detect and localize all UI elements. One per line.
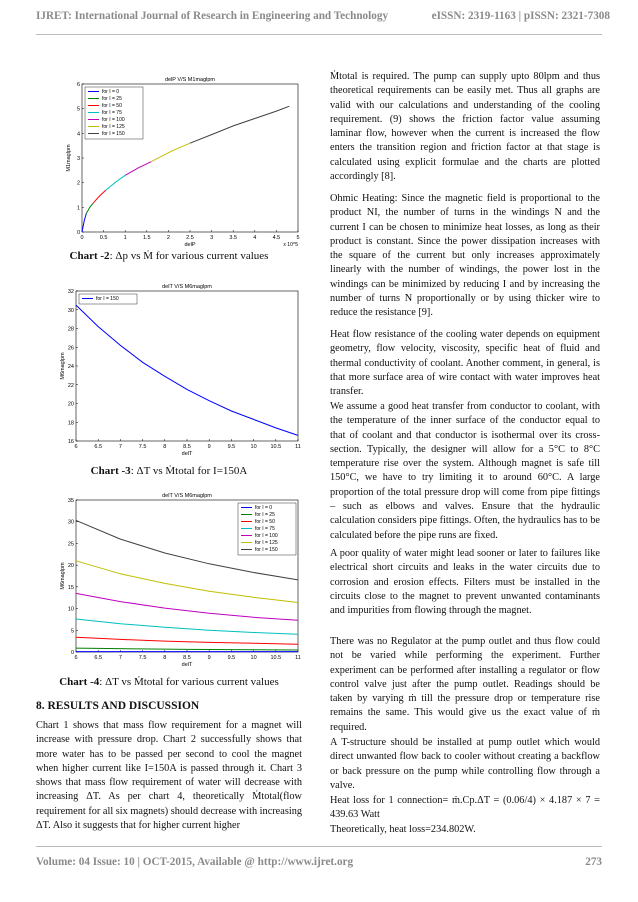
x-tick-label: 3.5: [229, 235, 238, 241]
chart-2-caption-label: Chart -2: [69, 250, 110, 262]
y-tick-label: 2: [76, 180, 80, 187]
legend-label: for I = 125: [255, 540, 278, 546]
x-tick-label: 4: [253, 235, 257, 241]
x-tick-label: 6.5: [94, 444, 103, 450]
x-scale-note: x 10^5: [283, 242, 298, 248]
x-tick-label: 1.5: [142, 235, 151, 241]
y-tick-label: 6: [76, 82, 80, 88]
legend-label: for I = 50: [102, 103, 122, 109]
legend-label: for I = 150: [102, 131, 125, 137]
x-tick-label: 7: [118, 444, 122, 450]
x-tick-label: 3: [210, 235, 214, 241]
x-tick-label: 8: [163, 655, 167, 661]
x-tick-label: 9.5: [227, 444, 236, 450]
chart-2: [64, 74, 304, 254]
legend-label: for I = 100: [255, 533, 278, 539]
y-tick-label: 3: [76, 156, 80, 162]
right-paragraph-5: A poor quality of water might lead sooner or later to failures like electrical short circuits and leaks in the water circuits due to corrosion and erosion effects. Filters must be installed in the circuits close to the magnet to prevent unwanted contaminants and impurities from flowing through the magnet.: [330, 548, 600, 617]
right-paragraph-8: Heat loss for 1 connection= ṁ.Cp.ΔT = (0.06/4) × 4.187 × 7 = 439.63 Watt: [330, 795, 600, 821]
y-tick-label: 30: [67, 519, 74, 526]
right-paragraph-7: A T-structure should be installed at pump outlet which would direct unwanted flow back to cooler without creating a backflow or back pressure on the pump while controlling flow through a valve.: [330, 737, 600, 791]
x-tick-label: 10.5: [270, 444, 282, 450]
y-tick-label: 10: [67, 606, 74, 613]
chart-2-plot: [64, 74, 304, 254]
x-tick-label: 8.5: [183, 655, 191, 661]
legend-label: for I = 100: [102, 117, 125, 123]
x-tick-label: 6.5: [94, 655, 103, 661]
chart-3: [58, 281, 304, 463]
legend-label: for I = 0: [102, 89, 120, 95]
y-tick-label: 20: [67, 563, 74, 570]
chart-2-caption-text: Δp vs Ṁ for various current values: [115, 250, 269, 262]
legend-label: for I = 150: [96, 296, 119, 302]
section-title: 8. RESULTS AND DISCUSSION: [36, 700, 200, 712]
x-tick-label: 1: [123, 235, 127, 241]
legend-label: for I = 125: [102, 124, 125, 130]
chart-2-caption: Chart -2: Δp vs Ṁ for various current values: [69, 250, 269, 262]
right-paragraph-3: Heat flow resistance of the cooling water depends on equipment geometry, flow velocity, viscosity, specific heat of fluid and thermal conductivity of coolant. Another comment, in general, is that more surface area of wire contact with water improves heat transfer.: [330, 329, 600, 398]
right-paragraph-9: Theoretically, heat loss=234.802W.: [330, 824, 476, 835]
x-tick-label: 6: [74, 655, 78, 661]
issn: eISSN: 2319-1163 | pISSN: 2321-7308: [431, 10, 610, 22]
legend-label: for I = 25: [255, 512, 275, 518]
legend-label: for I = 75: [255, 526, 275, 532]
x-tick-label: 4.5: [272, 235, 281, 241]
footer-volume: Volume: 04 Issue: 10 | OCT-2015, Available @ http://www.ijret.org: [36, 856, 354, 868]
x-tick-label: 8.5: [183, 444, 191, 450]
y-tick-label: 1: [76, 205, 80, 212]
right-paragraph-4: We assume a good heat transfer from conductor to coolant, with the temperature of the inner surface of the conductor equal to that of coolant and that conductor is isothermal over its cross-section. Typically, the designer will allow for a 5°C to 8°C temperature rise over the system. Although magnet is safe till 150°C, we have to try limiting it to around 60°C. A large proportion of the total pressure drop will come from pipe fittings – such as elbows and valves. Ensure that the hydraulic calculation considers pipe fittings. Often, the hydraulics has to be calculated before the pipe runs are fixed.: [330, 401, 600, 541]
y-tick-label: 18: [67, 420, 74, 427]
y-axis-label: M1maglpm: [66, 144, 72, 172]
legend-label: for I = 75: [102, 110, 122, 116]
y-axis-label: M6maglpm: [60, 352, 66, 380]
y-tick-label: 20: [67, 401, 74, 408]
x-tick-label: 9.5: [227, 655, 236, 661]
x-tick-label: 2.5: [186, 235, 194, 241]
journal-name: IJRET: International Journal of Research in Engineering and Technology: [36, 10, 389, 22]
x-tick-label: 11: [295, 655, 301, 661]
x-axis-label: delT: [181, 451, 193, 457]
x-tick-label: 6: [74, 444, 78, 450]
y-tick-label: 24: [67, 364, 74, 370]
page-number: 273: [585, 856, 602, 868]
chart-title: delP V/S M1maglpm: [164, 77, 216, 83]
y-tick-label: 5: [70, 628, 74, 635]
chart-3-plot: [58, 281, 304, 463]
x-tick-label: 9: [207, 444, 211, 450]
y-tick-label: 28: [67, 326, 74, 333]
y-tick-label: 26: [67, 345, 74, 352]
x-tick-label: 0: [80, 235, 84, 241]
y-tick-label: 5: [76, 106, 80, 113]
y-tick-label: 4: [76, 131, 80, 138]
x-tick-label: 10: [250, 444, 257, 450]
x-tick-label: 0.5: [99, 235, 108, 241]
chart-4-caption-label: Chart -4: [59, 676, 100, 688]
y-tick-label: 32: [67, 289, 74, 295]
y-tick-label: 15: [67, 584, 74, 591]
chart-title: delT V/S M6maglpm: [162, 284, 212, 290]
x-tick-label: 7.5: [138, 655, 147, 661]
chart-3-caption: Chart -3: ΔT vs Ṁtotal for I=150A: [90, 465, 248, 477]
legend-label: for I = 0: [255, 505, 273, 511]
y-tick-label: 25: [67, 541, 74, 548]
right-paragraph-2: Ohmic Heating: Since the magnetic field is proportional to the product NI, the number of turns in the windings N and the current I can be chosen to minimize heat losses, as long as their product is constant. Since the power dissipation increases with the square of the current but only increases approximately linearly with the number of windings, the power lost in the windings can be minimized by reducing I and by increasing the number of turns N proportionally or by using thicker wire to reduce the resistance [9].: [330, 193, 600, 319]
chart-3-caption-label: Chart -3: [90, 465, 131, 477]
x-tick-label: 10.5: [270, 655, 282, 661]
x-tick-label: 7: [118, 655, 122, 661]
y-tick-label: 30: [67, 307, 74, 314]
legend-label: for I = 150: [255, 547, 278, 553]
x-tick-label: 11: [295, 444, 301, 450]
legend-label: for I = 25: [102, 96, 122, 102]
page-header: [0, 10, 638, 30]
x-tick-label: 10: [250, 655, 257, 661]
y-tick-label: 22: [67, 382, 74, 389]
plot-frame: [76, 291, 298, 441]
chart-4-plot: [58, 490, 304, 674]
x-tick-label: 5: [296, 235, 300, 241]
y-tick-label: 35: [67, 498, 74, 504]
chart-title: delT V/S M6maglpm: [162, 493, 212, 499]
right-paragraph-6: There was no Regulator at the pump outlet and thus flow could not be varied while performing the experiment. Further experiment can be performed after installing a regulator or flow control valve just after the pump outlet. Readings should be taken by varying ṁ till the pressure drop or temperature rise remains the same. This would give us the exact value of ṁ required.: [330, 636, 600, 733]
chart-4-caption: Chart -4: ΔT vs Ṁtotal for various current values: [59, 676, 279, 688]
x-tick-label: 2: [166, 235, 170, 241]
header-rule: [36, 34, 602, 35]
y-tick-label: 16: [67, 439, 74, 445]
chart-4: [58, 490, 304, 674]
chart-4-caption-text: ΔT vs Ṁtotal for various current values: [105, 676, 279, 688]
x-tick-label: 9: [207, 655, 211, 661]
x-tick-label: 7.5: [138, 444, 147, 450]
x-axis-label: delT: [181, 662, 193, 668]
legend-label: for I = 50: [255, 519, 275, 525]
right-paragraph-1: Ṁtotal is required. The pump can supply upto 80lpm and thus theoretical requirements can be easily met. Thus all graphs are valid with our calculations and understanding of the cooling requirement. (9) shows the friction factor value assuming laminar flow, however when the current is increased the flow enters the transition region and friction factor at that stage is calculated using explicit formulae and the charts are plotted accordingly [8].: [330, 71, 600, 183]
y-axis-label: M6maglpm: [60, 562, 66, 590]
chart-3-caption-text: ΔT vs Ṁtotal for I=150A: [136, 465, 248, 477]
x-axis-label: delP: [184, 242, 196, 248]
footer-rule: [36, 846, 602, 847]
y-tick-label: 0: [70, 650, 74, 656]
y-tick-label: 0: [76, 230, 80, 236]
left-paragraph-1: Chart 1 shows that mass flow requirement for a magnet will increase with pressure drop. Chart 2 successfully shows that more water has to be passed per second to cool the magnet when higher current like I=150A is passed through it. Chart 3 shows that mass flow requirement of water will decrease with increasing ΔT. As per chart 4, theoretically Ṁtotal(flow requirement for all six magnets) should decrease with increasing ΔT. Also it suggests that for higher current higher: [36, 720, 302, 832]
x-tick-label: 8: [163, 444, 167, 450]
